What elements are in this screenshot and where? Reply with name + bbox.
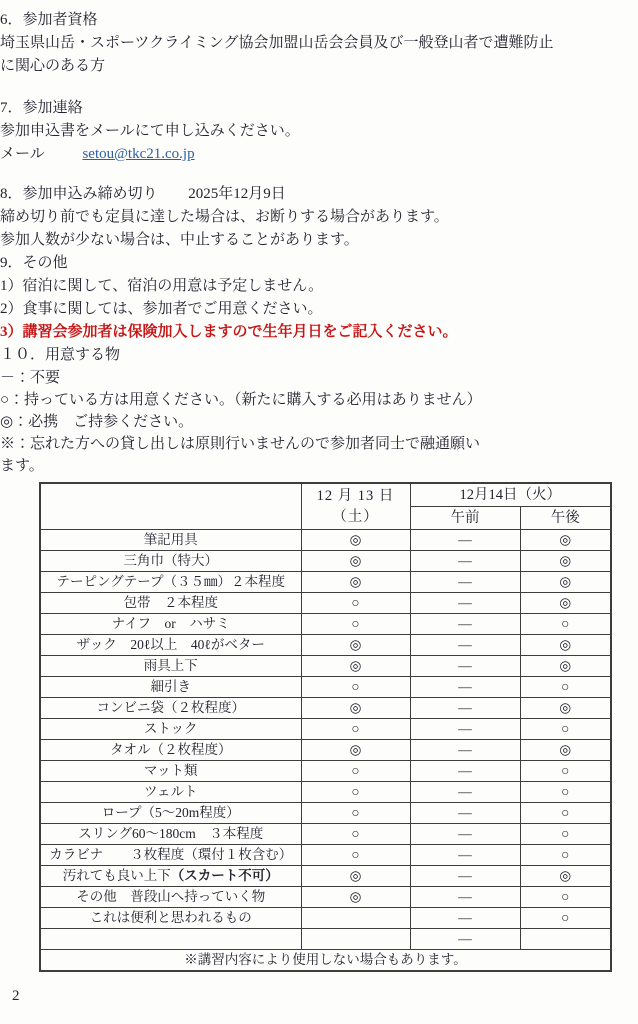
mark-cell-am: — (410, 866, 520, 887)
section8-note1: 締め切り前でも定員に達した場合は、お断りする場合があります。 (0, 209, 449, 225)
mark-cell-am: — (410, 593, 520, 614)
usage-disclaimer-note: ※講習内容により使用しない場合もあります。 (40, 950, 611, 972)
mark-cell-dec13: ◎ (301, 698, 410, 719)
mark-cell-dec13 (301, 908, 410, 929)
mark-cell-dec13 (301, 929, 410, 950)
section10-heading: １０．用意する物 (0, 347, 121, 363)
item-name-cell: カラビナ ３枚程度（環付１枚含む） (40, 845, 301, 866)
legend-not-required: －：不要 (0, 370, 61, 386)
table-row (40, 803, 611, 824)
item-name-cell: これは便利と思われるもの (40, 908, 301, 929)
mark-cell-dec13: ◎ (301, 572, 410, 593)
table-row (40, 887, 611, 908)
mark-cell-pm: ○ (520, 782, 611, 803)
mark-cell-dec13: ○ (301, 761, 410, 782)
table-row (40, 824, 611, 845)
table-body (40, 530, 611, 950)
mark-cell-pm: ◎ (520, 866, 611, 887)
mark-cell-dec13: ◎ (301, 530, 410, 551)
item-name-cell: マット類 (40, 761, 301, 782)
mark-cell-am: — (410, 824, 520, 845)
mark-cell-pm: ○ (520, 803, 611, 824)
legend-mandatory: ◎：必携 ご持参ください。 (0, 414, 194, 430)
legend-no-lending-line1: ※：忘れた方への貸し出しは原則行いませんので参加者同士で融通願い (0, 436, 481, 452)
section8-heading: 8．参加申込み締め切り (0, 186, 158, 202)
mark-cell-dec13: ○ (301, 824, 410, 845)
dec13-weekday: （土） (332, 508, 379, 525)
table-row (40, 551, 611, 572)
section-items-to-prepare (0, 344, 638, 477)
legend-no-lending-line2: ます。 (0, 458, 44, 474)
mark-cell-am: — (410, 698, 520, 719)
mark-cell-dec13: ○ (301, 803, 410, 824)
mark-cell-pm: ◎ (520, 593, 611, 614)
table-row (40, 866, 611, 887)
mark-cell-pm: ○ (520, 887, 611, 908)
section6-heading: 6．参加者資格 (0, 12, 98, 28)
mark-cell-pm: ◎ (520, 740, 611, 761)
mark-cell-am: — (410, 803, 520, 824)
page-number: 2 (12, 988, 20, 1004)
item-name-cell: その他 普段山へ持っていく物 (40, 887, 301, 908)
mark-cell-am: — (410, 677, 520, 698)
mark-cell-pm: ◎ (520, 530, 611, 551)
mark-cell-dec13: ○ (301, 614, 410, 635)
item-name-cell: ロープ（5〜20m程度） (40, 803, 301, 824)
mark-cell-am: — (410, 887, 520, 908)
mark-cell-dec13: ○ (301, 845, 410, 866)
mail-line (0, 143, 638, 166)
mark-cell-pm: ◎ (520, 572, 611, 593)
section9-item2: 2）食事に関しては、参加者でご用意ください。 (0, 301, 323, 317)
section-deadline (0, 183, 638, 252)
section6-body-line1: 埼玉県山岳・スポーツクライミング協会加盟山岳会会員及び一般登山者で遭難防止 (0, 35, 554, 51)
item-name-cell: ナイフ or ハサミ (40, 614, 301, 635)
deadline-date: 2025年12月9日 (188, 186, 286, 202)
dec13-date: 12 月 13 日 (316, 487, 395, 504)
table-header (40, 483, 611, 530)
mark-cell-pm: ○ (520, 677, 611, 698)
mark-cell-dec13: ◎ (301, 656, 410, 677)
table-row (40, 530, 611, 551)
item-bold-note: （スカート不可） (170, 868, 279, 883)
mark-cell-dec13: ◎ (301, 866, 410, 887)
mark-cell-am: — (410, 908, 520, 929)
section9-item1: 1）宿泊に関して、宿泊の用意は予定しません。 (0, 278, 324, 294)
item-name-cell: テーピングテープ（３５㎜）２本程度 (40, 572, 301, 593)
item-name-cell: 包帯 ２本程度 (40, 593, 301, 614)
mark-cell-am: — (410, 572, 520, 593)
email-link[interactable]: setou@tkc21.co.jp (82, 146, 195, 162)
mark-cell-pm: ○ (520, 761, 611, 782)
section9-item3-insurance-warning: 3）講習会参加者は保険加入しますので生年月日をご記入ください。 (0, 324, 458, 340)
item-name-cell (40, 929, 301, 950)
section-participant-qualification (0, 9, 638, 78)
item-name-cell: 三角巾（特大） (40, 551, 301, 572)
table-row (40, 845, 611, 866)
item-name-cell: 細引き (40, 677, 301, 698)
table-row (40, 677, 611, 698)
footer-note-row (40, 950, 611, 972)
mail-label: メール (0, 146, 45, 162)
item-name-cell: ザック 20ℓ以上 40ℓがベター (40, 635, 301, 656)
item-name-cell: 雨具上下 (40, 656, 301, 677)
mark-cell-pm: ◎ (520, 656, 611, 677)
table-row (40, 635, 611, 656)
table-row (40, 656, 611, 677)
legend-if-you-have: ○：持っている方は用意ください。（新たに購入する必用はありません） (0, 392, 482, 408)
table-row (40, 761, 611, 782)
item-name-cell: ツェルト (40, 782, 301, 803)
table-row (40, 593, 611, 614)
section-others (0, 252, 638, 344)
table-row (40, 614, 611, 635)
mark-cell-dec13: ◎ (301, 740, 410, 761)
table-footer (40, 950, 611, 972)
table-row (40, 782, 611, 803)
item-name-cell: タオル（２枚程度） (40, 740, 301, 761)
table-row (40, 572, 611, 593)
header-row-1 (40, 483, 611, 507)
mark-cell-dec13: ○ (301, 719, 410, 740)
mark-cell-dec13: ○ (301, 677, 410, 698)
mark-cell-am: — (410, 782, 520, 803)
mark-cell-pm: ○ (520, 908, 611, 929)
mark-cell-am: — (410, 761, 520, 782)
mark-cell-pm: ○ (520, 614, 611, 635)
item-name-cell: スリング60〜180cm ３本程度 (40, 824, 301, 845)
column-header-pm: 午後 (520, 507, 611, 530)
mark-cell-am: — (410, 845, 520, 866)
mark-cell-am: — (410, 740, 520, 761)
mark-cell-pm: ○ (520, 719, 611, 740)
mark-cell-pm: ○ (520, 845, 611, 866)
mark-cell-am: — (410, 656, 520, 677)
mark-cell-pm: ◎ (520, 635, 611, 656)
mark-cell-am: — (410, 551, 520, 572)
mark-cell-dec13: ◎ (301, 887, 410, 908)
section6-body-line2: に関心のある方 (0, 58, 106, 74)
section7-heading: 7．参加連絡 (0, 100, 83, 116)
table-row (40, 740, 611, 761)
mark-cell-pm: ○ (520, 824, 611, 845)
section7-body-line1: 参加申込書をメールにて申し込みください。 (0, 123, 300, 139)
mark-cell-pm: ◎ (520, 551, 611, 572)
section8-note2: 参加人数が少ない場合は、中止することがあります。 (0, 232, 359, 248)
table-row (40, 908, 611, 929)
mark-cell-am: — (410, 719, 520, 740)
section-contact (0, 97, 638, 166)
item-name-cell: コンビニ袋（２枚程度） (40, 698, 301, 719)
column-header-dec14: 12月14日（火） (410, 483, 611, 507)
mark-cell-pm: ◎ (520, 698, 611, 719)
table-row (40, 719, 611, 740)
mark-cell-am: — (410, 929, 520, 950)
mark-cell-pm (520, 929, 611, 950)
column-header-dec13 (301, 483, 410, 530)
section9-heading: 9．その他 (0, 255, 68, 271)
item-column-header (40, 483, 301, 530)
mark-cell-dec13: ○ (301, 593, 410, 614)
mark-cell-dec13: ○ (301, 782, 410, 803)
item-name-cell: 筆記用具 (40, 530, 301, 551)
item-name-cell: ストック (40, 719, 301, 740)
mark-cell-am: — (410, 530, 520, 551)
mark-cell-dec13: ◎ (301, 551, 410, 572)
preparation-table (39, 482, 612, 972)
item-name-cell: 汚れても良い上下（スカート不可） (40, 866, 301, 887)
section8-heading-line (0, 183, 638, 206)
mark-cell-am: — (410, 635, 520, 656)
mark-cell-dec13: ◎ (301, 635, 410, 656)
table-row (40, 929, 611, 950)
mark-cell-am: — (410, 614, 520, 635)
table-row (40, 698, 611, 719)
column-header-am: 午前 (410, 507, 520, 530)
